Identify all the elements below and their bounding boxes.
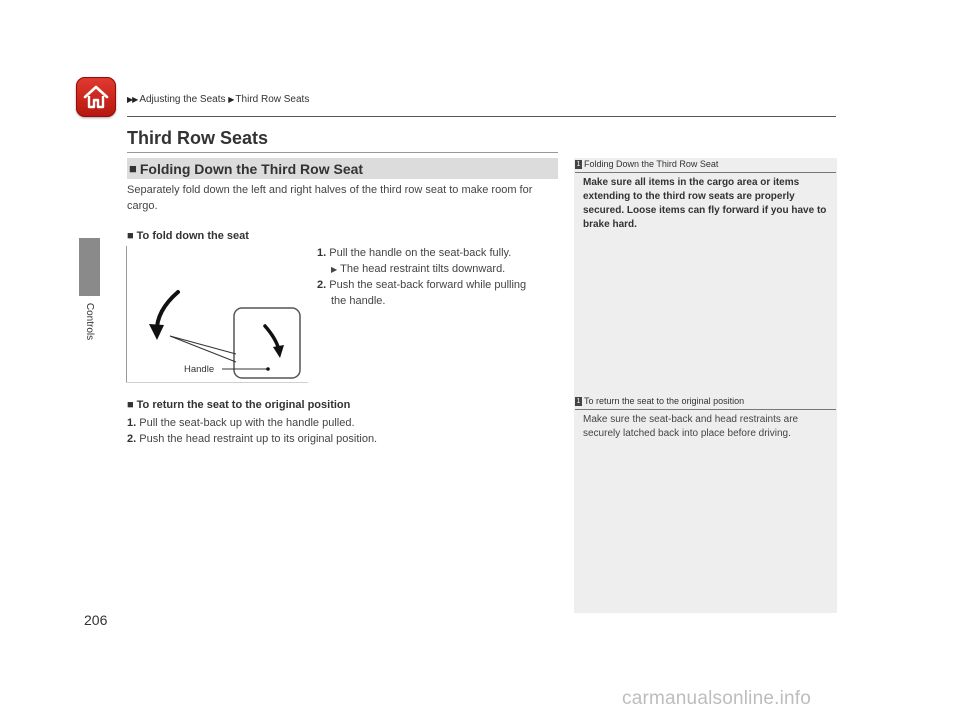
subsection-marker-icon: ■: [127, 399, 134, 411]
return-step-2: [127, 431, 377, 447]
note-title: Folding Down the Third Row Seat: [584, 159, 719, 169]
chapter-tab[interactable]: [79, 238, 100, 296]
handle-callout-label: Handle: [184, 364, 215, 375]
fold-step-2: [317, 277, 557, 293]
section-title: Folding Down the Third Row Seat: [139, 160, 364, 177]
step-number: 1.: [127, 417, 137, 429]
breadcrumb-arrow-icon: ▶▶: [127, 95, 138, 104]
inset-detail-box: [234, 308, 300, 378]
note-heading-folding[interactable]: [575, 159, 718, 169]
chapter-tab-label: Controls: [84, 302, 96, 340]
note-body-folding: Make sure all items in the cargo area or items extending to the third row seats are properly secured. Loose items can fly forward if you have to brake hard.: [583, 177, 827, 230]
illustration-border: [126, 382, 308, 383]
page-number: 206: [84, 612, 108, 628]
step-text: Push the seat-back forward while pulling: [329, 279, 527, 291]
result-arrow-icon: ▶: [331, 265, 338, 274]
step-text: Push the head restraint up to its original position.: [139, 433, 378, 445]
breadcrumb: [127, 94, 309, 105]
note-divider: [575, 172, 836, 173]
fold-step-1-result: [331, 261, 505, 278]
fold-down-heading: ■ To fold down the seat: [127, 230, 249, 242]
section-heading: [127, 158, 558, 179]
title-divider: [127, 152, 558, 153]
note-ref-icon: 1: [576, 398, 581, 406]
note-title: To return the seat to the original position: [584, 396, 745, 406]
callout-line: [170, 336, 236, 354]
subsection-marker-icon: ■: [127, 230, 134, 242]
page-title: Third Row Seats: [127, 128, 269, 148]
seat-illustration-graphic: [126, 246, 308, 383]
section-marker-icon: ■: [129, 161, 137, 176]
intro-paragraph: Separately fold down the left and right halves of the third row seat to make room for cargo.: [127, 184, 533, 212]
step-number: 2.: [317, 279, 327, 291]
result-text: The head restraint tilts downward.: [340, 263, 506, 275]
note-body-return: Make sure the seat-back and head restraints are securely latched back into place before driving.: [583, 414, 799, 439]
breadcrumb-link-adjusting-seats[interactable]: Adjusting the Seats: [139, 94, 226, 105]
return-seat-heading: ■ To return the seat to the original position: [127, 399, 351, 411]
step-number: 1.: [317, 247, 327, 259]
illustration-border: [126, 246, 127, 383]
seat-handle-illustration: [126, 246, 308, 383]
step-text: Pull the seat-back up with the handle pulled.: [139, 417, 355, 429]
note-divider: [575, 409, 836, 410]
watermark: carmanualsonline.info: [622, 688, 812, 709]
breadcrumb-arrow-icon: ▶: [228, 95, 234, 104]
callout-line: [170, 336, 236, 362]
header-divider: [127, 116, 836, 117]
breadcrumb-link-third-row-seats[interactable]: Third Row Seats: [235, 94, 310, 105]
fold-arrow-large-head: [149, 324, 164, 340]
fold-step-2-continued: the handle.: [331, 295, 386, 307]
handle-leader-dot: [266, 367, 270, 371]
step-text: Pull the handle on the seat-back fully.: [329, 247, 512, 259]
note-ref-icon: 1: [576, 161, 581, 169]
step-number: 2.: [127, 433, 137, 445]
return-step-1: [127, 415, 355, 431]
fold-step-1: [317, 245, 562, 261]
home-icon: [82, 84, 110, 110]
note-heading-return[interactable]: [575, 396, 744, 406]
home-button[interactable]: [76, 77, 116, 117]
